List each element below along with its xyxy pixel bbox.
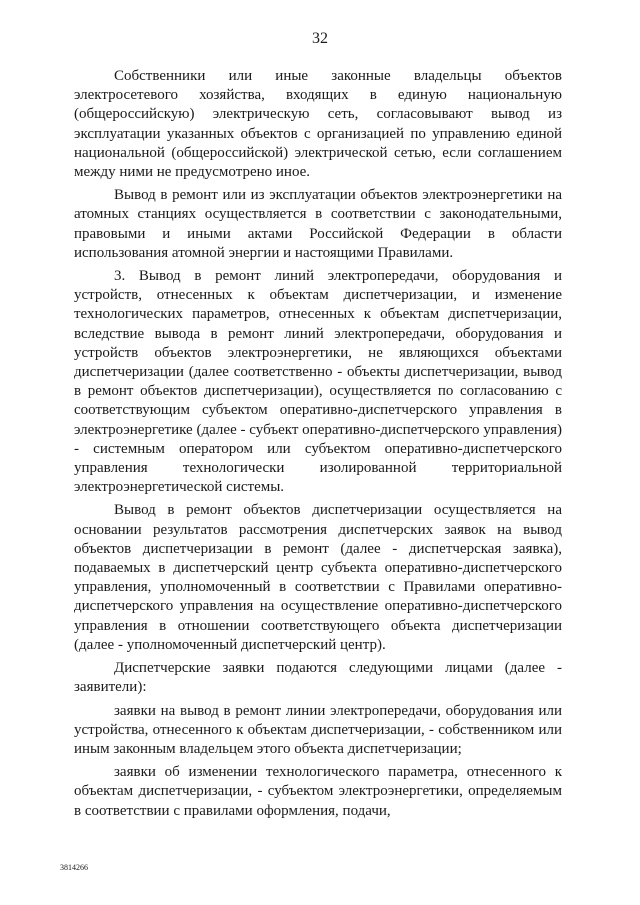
paragraph: заявки об изменении технологического параметра, отнесенного к объектам диспетчеризации, - субъектом электроэнергетики, определяемым в соответствии с правилами оформления, подачи, xyxy=(74,764,562,819)
page-number: 32 xyxy=(312,30,328,47)
paragraph: Собственники или иные законные владельцы объектов электросетевого хозяйства, входящих в единую национальную (общероссийскую) электрическую сеть, согласовывают вывод из эксплуатации указанных объектов с организацией по управлению единой национальной (общероссийской) электрической сетью, если соглашением между ними не предусмотрено иное. xyxy=(74,68,562,181)
paragraph: 3. Вывод в ремонт линий электропередачи, оборудования и устройств, отнесенных к объектам диспетчеризации, и изменение технологических параметров, отнесенных к объектам диспетчеризации, вследствие вывода в ремонт линий электропередачи, оборудования и устройств объектов электроэнергетики, не являющихся объектами диспетчеризации (далее соответственно - объекты диспетчеризации, вывод в ремонт объектов диспетчеризации), осуществляется по согласованию с соответствующим субъектом оперативно-диспетчерского управления в электроэнергетике (далее - субъект оперативно-диспетчерского управления) - системным оператором или субъектом оперативно-диспетчерского управления технологически изолированной территориальной электроэнергетической системы. xyxy=(74,268,562,496)
paragraph: Диспетчерские заявки подаются следующими лицами (далее - заявители): xyxy=(74,660,562,696)
paragraph: заявки на вывод в ремонт линии электропередачи, оборудования или устройства, отнесенного к объектам диспетчеризации, - собственником или иным законным владельцем этого объекта диспетчеризации; xyxy=(74,702,562,757)
document-code: 3814266 xyxy=(60,863,88,872)
paragraph: Вывод в ремонт объектов диспетчеризации осуществляется на основании результатов рассмотрения диспетчерских заявок на вывод объектов диспетчеризации в ремонт (далее - диспетчерская заявка), подаваемых в диспетчерский центр субъекта оперативно-диспетчерского управления, уполномоченный в соответствии с Правилами оперативно-диспетчерского управления на осуществление оперативно-диспетчерского управления в отношении соответствующего объекта диспетчеризации (далее - уполномоченный диспетчерский центр). xyxy=(74,502,562,653)
document-body xyxy=(74,67,562,825)
paragraph: Вывод в ремонт или из эксплуатации объектов электроэнергетики на атомных станциях осуществляется в соответствии с законодательными, правовыми и иными актами Российской Федерации в области использования атомной энергии и настоящими Правилами. xyxy=(74,187,562,261)
